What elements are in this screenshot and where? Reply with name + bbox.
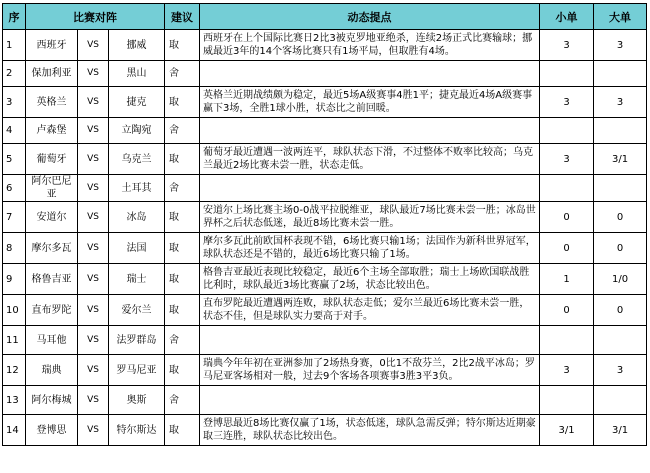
- header-tip: 建议: [165, 4, 200, 30]
- table-row: [3, 386, 647, 415]
- big-cell: 3: [594, 87, 647, 118]
- row-index: 1: [3, 30, 26, 61]
- table-row: [3, 295, 647, 326]
- away-team: 立陶宛: [109, 118, 165, 144]
- vs-label: VS: [78, 87, 109, 118]
- header-big: 大单: [594, 4, 647, 30]
- table-row: [3, 355, 647, 386]
- small-cell: 0: [540, 295, 594, 326]
- table-row: [3, 30, 647, 61]
- tip-cell: 舍: [165, 326, 200, 355]
- home-team: 马耳他: [26, 326, 78, 355]
- table-row: [3, 118, 647, 144]
- away-team: 特尔斯达: [109, 415, 165, 446]
- home-team: 阿尔巴尼亚: [26, 175, 78, 202]
- tip-cell: 舍: [165, 61, 200, 87]
- away-team: 乌克兰: [109, 144, 165, 175]
- big-cell: 0: [594, 233, 647, 264]
- away-team: 瑞士: [109, 264, 165, 295]
- tip-cell: 取: [165, 30, 200, 61]
- header-small: 小单: [540, 4, 594, 30]
- note-cell: [200, 61, 540, 87]
- home-team: 英格兰: [26, 87, 78, 118]
- row-index: 7: [3, 202, 26, 233]
- tip-cell: 取: [165, 233, 200, 264]
- small-cell: 3: [540, 144, 594, 175]
- home-team: 阿尔梅城: [26, 386, 78, 415]
- away-team: 捷克: [109, 87, 165, 118]
- home-team: 葡萄牙: [26, 144, 78, 175]
- note-cell: 格鲁吉亚最近表现比较稳定，最近6个主场全部取胜；瑞士上场欧国联战胜比利时，球队最近3场比赛赢了2场，状态比较出色。: [200, 264, 540, 295]
- small-cell: [540, 118, 594, 144]
- tip-cell: 舍: [165, 386, 200, 415]
- header-row: [3, 4, 647, 30]
- table-row: [3, 87, 647, 118]
- note-cell: 摩尔多瓦此前欧国杯表现不错，6场比赛只输1场；法国作为新科世界冠军，球队状态还是不错的，最近6场比赛只输了1场。: [200, 233, 540, 264]
- big-cell: [594, 118, 647, 144]
- header-idx: 序: [3, 4, 26, 30]
- small-cell: [540, 61, 594, 87]
- vs-label: VS: [78, 61, 109, 87]
- vs-label: VS: [78, 326, 109, 355]
- row-index: 4: [3, 118, 26, 144]
- vs-label: VS: [78, 118, 109, 144]
- small-cell: 3: [540, 30, 594, 61]
- small-cell: [540, 175, 594, 202]
- table-row: [3, 233, 647, 264]
- vs-label: VS: [78, 202, 109, 233]
- row-index: 11: [3, 326, 26, 355]
- header-note: 动态提点: [200, 4, 540, 30]
- table-row: [3, 415, 647, 446]
- small-cell: 3: [540, 355, 594, 386]
- tip-cell: 取: [165, 87, 200, 118]
- table-row: [3, 326, 647, 355]
- tip-cell: 取: [165, 202, 200, 233]
- away-team: 罗马尼亚: [109, 355, 165, 386]
- small-cell: [540, 326, 594, 355]
- home-team: 直布罗陀: [26, 295, 78, 326]
- row-index: 2: [3, 61, 26, 87]
- away-team: 黑山: [109, 61, 165, 87]
- home-team: 摩尔多瓦: [26, 233, 78, 264]
- row-index: 6: [3, 175, 26, 202]
- note-cell: [200, 326, 540, 355]
- away-team: 法罗群岛: [109, 326, 165, 355]
- tip-cell: 取: [165, 355, 200, 386]
- big-cell: [594, 61, 647, 87]
- row-index: 3: [3, 87, 26, 118]
- big-cell: 3: [594, 355, 647, 386]
- table-row: [3, 175, 647, 202]
- row-index: 10: [3, 295, 26, 326]
- away-team: 奥斯: [109, 386, 165, 415]
- home-team: 保加利亚: [26, 61, 78, 87]
- small-cell: 3: [540, 87, 594, 118]
- note-cell: 登博思最近8场比赛仅赢了1场，状态低迷，球队急需反弹；特尔斯达近期豪取三连胜，球队状态比较出色。: [200, 415, 540, 446]
- note-cell: [200, 386, 540, 415]
- big-cell: 0: [594, 202, 647, 233]
- vs-label: VS: [78, 30, 109, 61]
- home-team: 格鲁吉亚: [26, 264, 78, 295]
- away-team: 土耳其: [109, 175, 165, 202]
- note-cell: [200, 175, 540, 202]
- away-team: 爱尔兰: [109, 295, 165, 326]
- table-row: [3, 61, 647, 87]
- table-row: [3, 202, 647, 233]
- small-cell: 0: [540, 202, 594, 233]
- big-cell: 0: [594, 295, 647, 326]
- note-cell: 葡萄牙最近遭遇一波两连平，球队状态下滑，不过整体不败率比较高；乌克兰最近2场比赛未尝一胜，状态走低。: [200, 144, 540, 175]
- table-row: [3, 264, 647, 295]
- away-team: 冰岛: [109, 202, 165, 233]
- row-index: 14: [3, 415, 26, 446]
- small-cell: 0: [540, 233, 594, 264]
- row-index: 13: [3, 386, 26, 415]
- home-team: 瑞典: [26, 355, 78, 386]
- vs-label: VS: [78, 264, 109, 295]
- home-team: 登博思: [26, 415, 78, 446]
- big-cell: 1/0: [594, 264, 647, 295]
- small-cell: 3/1: [540, 415, 594, 446]
- vs-label: VS: [78, 233, 109, 264]
- vs-label: VS: [78, 386, 109, 415]
- vs-label: VS: [78, 144, 109, 175]
- tip-cell: 取: [165, 415, 200, 446]
- home-team: 安道尔: [26, 202, 78, 233]
- note-cell: 瑞典今年年初在亚洲参加了2场热身赛，0比1不敌芬兰，2比2战平冰岛；罗马尼亚客场相对一般，过去9个客场各项赛事3胜3平3负。: [200, 355, 540, 386]
- header-match: 比赛对阵: [26, 4, 165, 30]
- small-cell: 1: [540, 264, 594, 295]
- row-index: 12: [3, 355, 26, 386]
- row-index: 9: [3, 264, 26, 295]
- tip-cell: 舍: [165, 175, 200, 202]
- match-table: [2, 3, 647, 446]
- row-index: 8: [3, 233, 26, 264]
- note-cell: [200, 118, 540, 144]
- home-team: 西班牙: [26, 30, 78, 61]
- vs-label: VS: [78, 295, 109, 326]
- away-team: 挪威: [109, 30, 165, 61]
- tip-cell: 取: [165, 144, 200, 175]
- big-cell: 3/1: [594, 415, 647, 446]
- big-cell: [594, 386, 647, 415]
- big-cell: 3/1: [594, 144, 647, 175]
- big-cell: [594, 326, 647, 355]
- note-cell: 英格兰近期战绩颇为稳定，最近5场A级赛事4胜1平；捷克最近4场A级赛事赢下3场，全胜1球小胜，状态比之前回暖。: [200, 87, 540, 118]
- vs-label: VS: [78, 355, 109, 386]
- away-team: 法国: [109, 233, 165, 264]
- big-cell: [594, 175, 647, 202]
- tip-cell: 取: [165, 295, 200, 326]
- table-row: [3, 144, 647, 175]
- note-cell: 安道尔上场比赛主场0-0战平拉脱维亚，球队最近7场比赛未尝一胜；冰岛世界杯之后状态低迷，最近8场比赛未尝一胜。: [200, 202, 540, 233]
- tip-cell: 舍: [165, 118, 200, 144]
- note-cell: 直布罗陀最近遭遇两连败，球队状态走低；爱尔兰最近6场比赛未尝一胜，状态不佳，但是球队实力要高于对手。: [200, 295, 540, 326]
- small-cell: [540, 386, 594, 415]
- row-index: 5: [3, 144, 26, 175]
- match-table-wrapper: [2, 3, 647, 446]
- vs-label: VS: [78, 175, 109, 202]
- big-cell: 3: [594, 30, 647, 61]
- vs-label: VS: [78, 415, 109, 446]
- note-cell: 西班牙在上个国际比赛日2比3被克罗地亚绝杀，连续2场正式比赛输球；挪威最近3年的14个客场比赛只有1场平局，但取胜有4场。: [200, 30, 540, 61]
- tip-cell: 取: [165, 264, 200, 295]
- home-team: 卢森堡: [26, 118, 78, 144]
